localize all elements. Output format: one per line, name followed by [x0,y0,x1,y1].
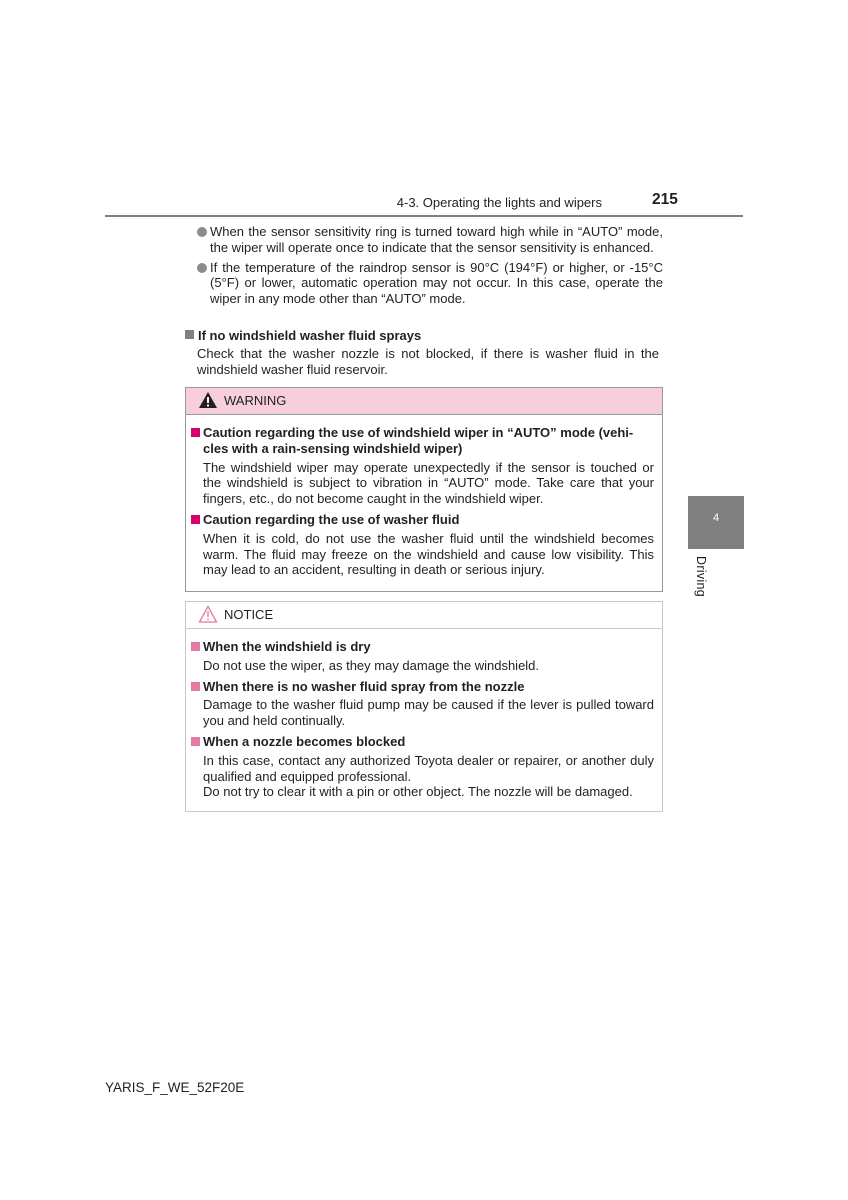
square-bullet-icon [191,515,200,524]
page-number: 215 [652,191,678,208]
notice-body [186,629,662,800]
bullet-dot-icon [197,227,207,237]
section-title: 4-3. Operating the lights and wipers [396,195,602,210]
warning-item-body: The windshield wiper may operate unexpectedly if the sensor is touched or the windshield is subject to vibration in “AUTO” mode. Take care that your fingers, etc., do not become caught in the windshield wiper. [203,459,654,507]
notice-label: NOTICE [224,607,274,622]
chapter-tab [688,496,744,549]
notice-item-body-line: Do not try to clear it with a pin or other object. The nozzle will be damaged. [203,784,633,800]
notice-item-body-line: In this case, contact any authorized Toyota dealer or repairer, or another duly qualified and equipped professional. [203,752,654,784]
list-item [197,224,663,256]
chapter-number: 4 [712,512,720,524]
warning-body [186,415,662,578]
warning-item-title [190,425,654,457]
notice-header [186,602,662,629]
document-code: YARIS_F_WE_52F20E [105,1080,245,1095]
bullet-text: When the sensor sensitivity ring is turned toward high while in “AUTO” mode, the wiper will operate once to indicate that the sensor sensitivity is enhanced. [210,224,663,255]
section-heading-text: If no windshield washer fluid sprays [198,328,422,343]
notice-item-body: Do not use the wiper, as they may damage the windshield. [203,657,540,673]
caution-triangle-icon [198,605,218,623]
square-bullet-icon [191,642,200,651]
notice-item-title [190,734,654,750]
square-bullet-icon [191,682,200,691]
notice-item-title [190,679,654,695]
square-bullet-icon [191,428,200,437]
bullet-dot-icon [197,263,207,273]
warning-box [185,387,663,592]
bullet-list [197,224,663,311]
warning-item-title-text: Caution regarding the use of windshield wiper in “AUTO” mode (vehi-cles with a rain-sensing windshield wiper) [203,425,634,456]
bullet-text: If the temperature of the raindrop sensor is 90°C (194°F) or higher, or -15°C (5°F) or lower, automatic operation may not occur. In this case, operate the wiper in any mode other than “AUTO” mode. [210,259,663,307]
warning-item-title [190,512,654,528]
square-bullet-icon [191,737,200,746]
warning-triangle-icon [198,391,218,409]
notice-box [185,601,663,812]
notice-item-title-text: When a nozzle becomes blocked [203,733,406,749]
notice-item-title [190,639,654,655]
list-item [197,260,663,307]
warning-item-title-text: Caution regarding the use of washer fluid [203,511,460,527]
section-heading [185,328,421,343]
notice-item-title-text: When there is no washer fluid spray from the nozzle [203,678,525,694]
notice-item-title-text: When the windshield is dry [203,639,371,654]
warning-header [186,388,662,415]
square-bullet-icon [185,330,194,339]
header-divider [105,215,743,217]
warning-label: WARNING [224,393,287,408]
chapter-label: Driving [694,556,708,597]
warning-item-body: When it is cold, do not use the washer fluid until the windshield becomes warm. The fluid may freeze on the windshield and cause low visibility. This may lead to an accident, resulting in death or serious injury. [203,530,654,578]
notice-item-body [190,753,654,800]
notice-item-body: Damage to the washer fluid pump may be caused if the lever is pulled toward you and held continually. [203,697,654,729]
section-body: Check that the washer nozzle is not blocked, if there is washer fluid in the windshield washer fluid reservoir. [197,346,659,377]
